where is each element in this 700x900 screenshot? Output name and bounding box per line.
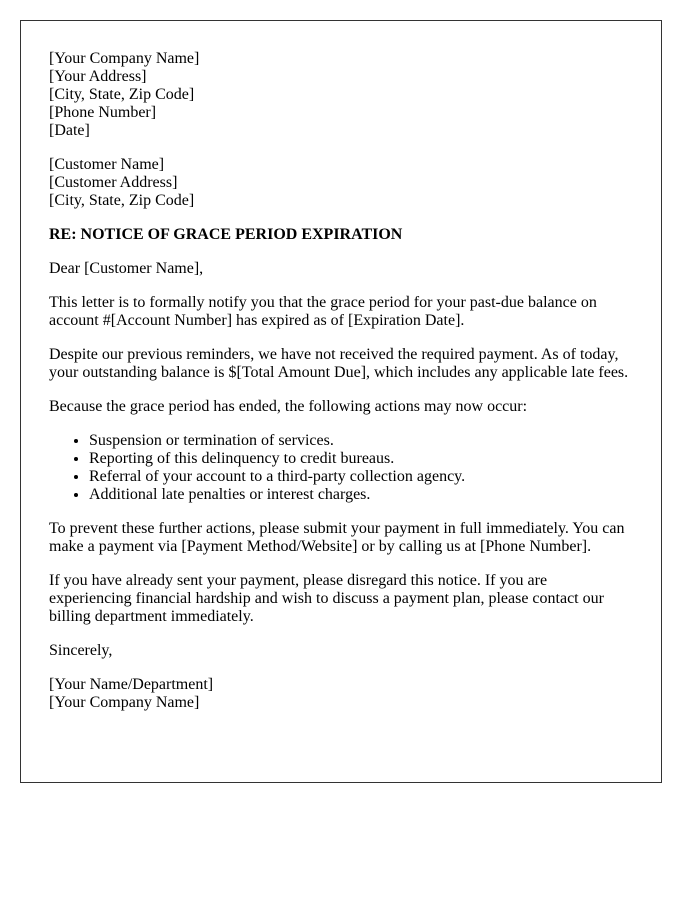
recipient-city: [City, State, Zip Code] bbox=[49, 192, 195, 209]
body-paragraph: Because the grace period has ended, the following actions may now occur: bbox=[49, 398, 528, 415]
list-item: • Additional late penalties or interest charges. bbox=[89, 486, 633, 504]
recipient-address-line: [Customer Address] bbox=[49, 174, 178, 191]
signature bbox=[49, 676, 633, 712]
body-paragraph: This letter is to formally notify you that the grace period for your past-due balance on account #[Account Number] has expired as of [Expiration Date]. bbox=[49, 294, 597, 329]
list-item: • Referral of your account to a third-party collection agency. bbox=[89, 468, 633, 486]
signature-company: [Your Company Name] bbox=[49, 694, 200, 711]
sender-phone: [Phone Number] bbox=[49, 104, 157, 121]
sender-city: [City, State, Zip Code] bbox=[49, 86, 195, 103]
body-paragraph: Despite our previous reminders, we have not received the required payment. As of today, your outstanding balance is $[Total Amount Due], which includes any applicable late fees. bbox=[49, 346, 629, 381]
recipient-name: [Customer Name] bbox=[49, 156, 165, 173]
sender-address bbox=[49, 50, 633, 140]
signature-name: [Your Name/Department] bbox=[49, 676, 214, 693]
body-paragraph: To prevent these further actions, please submit your payment in full immediately. You can make a payment via [Payment Method/Website] or by calling us at [Phone Number]. bbox=[49, 520, 625, 555]
sender-company: [Your Company Name] bbox=[49, 50, 200, 67]
letter bbox=[20, 20, 662, 783]
salutation: Dear [Customer Name], bbox=[49, 260, 204, 277]
recipient-address bbox=[49, 156, 633, 210]
signoff: Sincerely, bbox=[49, 642, 113, 659]
letter-date: [Date] bbox=[49, 122, 90, 139]
subject-line: RE: NOTICE OF GRACE PERIOD EXPIRATION bbox=[49, 226, 403, 243]
list-item: • Suspension or termination of services. bbox=[89, 432, 633, 450]
sender-address-line: [Your Address] bbox=[49, 68, 147, 85]
body-paragraph: If you have already sent your payment, please disregard this notice. If you are experiencing financial hardship and wish to discuss a payment plan, please contact our billing department immediately. bbox=[49, 572, 604, 625]
list-item: • Reporting of this delinquency to credit bureaus. bbox=[89, 450, 633, 468]
actions-list bbox=[49, 432, 633, 504]
